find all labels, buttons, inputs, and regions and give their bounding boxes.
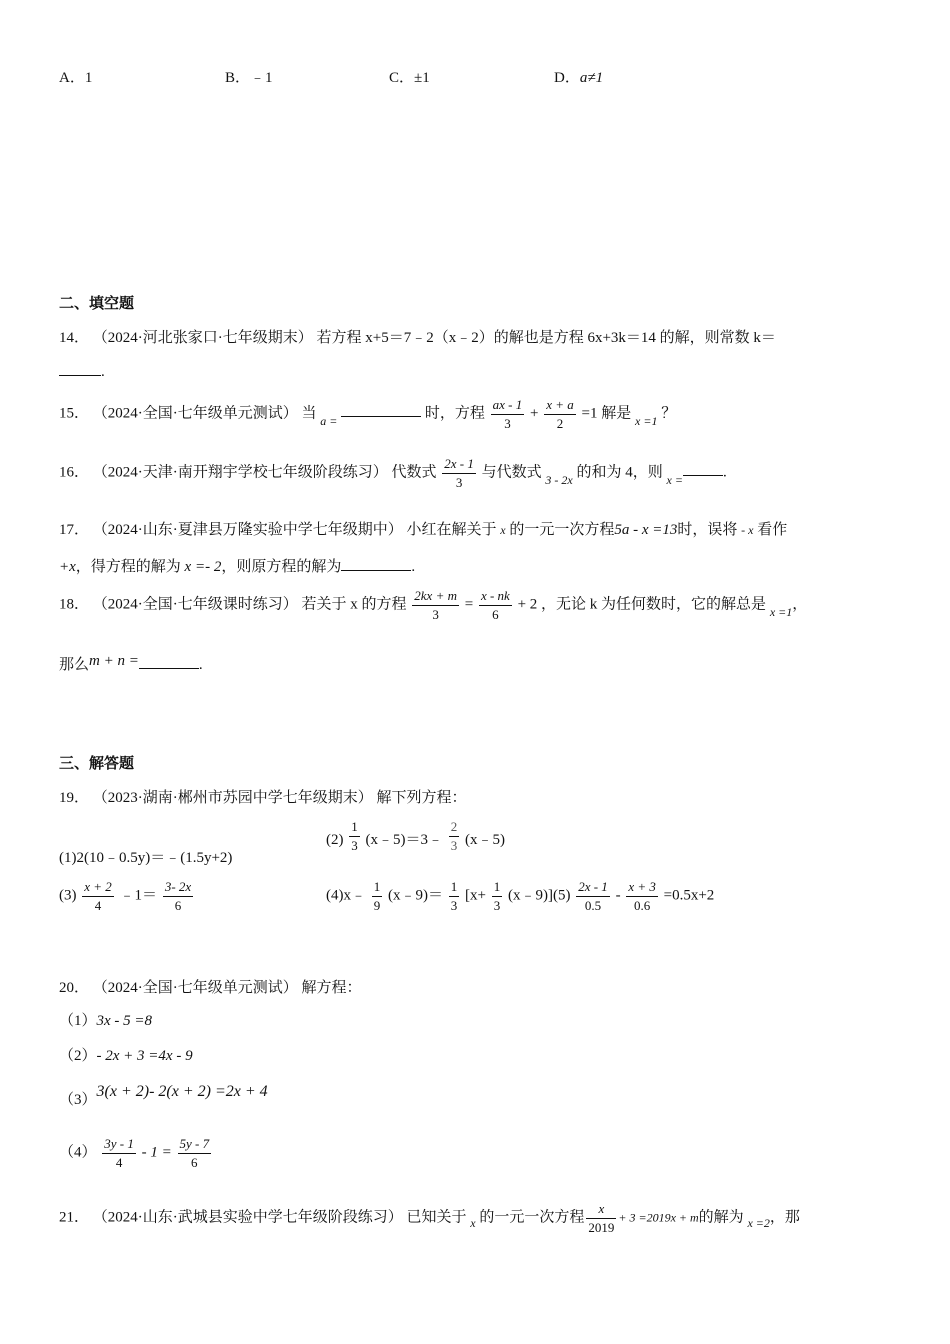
q19-p4-fraction-3: $\frac{1}{3}$ [493, 879, 501, 913]
option-a: A．1 [59, 70, 93, 86]
q17-text-1: 小红在解关于 [406, 522, 497, 538]
q18-text-2: ，无论 k 为任何数时，它的解总是 [541, 596, 767, 613]
question-18 [59, 587, 807, 623]
q19-p3-fraction-2: $\frac{3- 2x}{6}$ [164, 879, 192, 913]
q16-text-2: 与代数式 [481, 464, 542, 481]
question-21 [59, 1200, 800, 1236]
q21-number: 21． [59, 1209, 90, 1226]
q14-source: （2024·河北张家口·七年级期末） [92, 330, 313, 346]
q19-number: 19． [59, 790, 90, 806]
q19-text: 解下列方程： [376, 790, 467, 806]
q17-text-6: ，则原方程的解为 [221, 559, 342, 575]
q15-text-1: 当 [301, 405, 317, 422]
q17-neg-x: - x [741, 523, 754, 537]
q15-fraction-2: $\frac{x + a}{2}$ [546, 397, 574, 431]
q19-part-3: (3) $\frac{x + 2}{4}$ ﹣1＝ $\frac{3- 2x}{6}$ [59, 879, 192, 913]
section-title-solve: 三、解答题 [59, 754, 135, 772]
q20-p4-fraction-2: $\frac{5y - 7}{6}$ [179, 1136, 210, 1170]
q19-p2-fraction-1: $\frac{1}{3}$ [351, 819, 358, 853]
q21-text-4: ，那 [769, 1209, 800, 1226]
q17-source: （2024·山东·夏津县万隆实验中学七年级期中） [92, 522, 403, 538]
answer-blank [341, 415, 421, 417]
q15-source: （2024·全国·七年级单元测试） [92, 405, 298, 422]
q18-solution: x =1 [769, 605, 793, 620]
q15-plus: + [530, 405, 539, 422]
q19-part-2: (2) $\frac{1}{3}$ (x﹣5)＝3﹣ $\frac{2}{3}$ (x﹣5) [326, 819, 505, 853]
option-d [554, 66, 603, 87]
q15-question-mark: ？ [661, 405, 677, 422]
q19-source: （2023·湖南·郴州市苏园中学七年级期末） [92, 790, 373, 806]
question-18-cont [59, 653, 203, 674]
q17-pos-x: +x [59, 559, 76, 575]
q16-fraction: $\frac{2x - 1}{3}$ [444, 456, 474, 490]
q20-p4-fraction-1: $\frac{3y - 1}{4}$ [104, 1136, 134, 1170]
q14-number: 14． [59, 330, 90, 346]
q17-text-2: 的一元一次方程 [509, 522, 615, 538]
question-17 [59, 518, 787, 539]
q14-end: . [101, 364, 105, 380]
q16-text-1: 代数式 [391, 464, 437, 481]
q18-fraction-1: $\frac{2kx + m}{3}$ [414, 588, 457, 622]
q14-text: 若方程 x+5＝7﹣2（x﹣2）的解也是方程 6x+3k＝14 的解，则常数 k＝ [316, 330, 776, 346]
q20-number: 20． [59, 980, 90, 996]
q19-part-4-5: (4)x﹣ $\frac{1}{9}$ (x﹣9)＝ $\frac{1}{3}$ [x+ $\frac{1}{3}$ (x﹣9)](5) $\frac{2x - 1}{0.5}$ - $\frac{x + 3}{0.6}$ =0.5x+2 [326, 879, 715, 913]
option-b: B．﹣1 [225, 70, 273, 86]
q19-p5-fraction-2: $\frac{x + 3}{0.6}$ [628, 879, 656, 913]
q16-var: x = [666, 473, 683, 488]
q18-expr: m + n = [89, 653, 139, 669]
q17-text-5: ，得方程的解为 [75, 559, 181, 575]
answer-blank [341, 569, 411, 571]
q17-number: 17． [59, 522, 90, 538]
q21-text-3: 的解为 [698, 1209, 744, 1226]
q20-part-3: （3）3(x + 2)- 2(x + 2) =2x + 4 [59, 1083, 268, 1108]
q17-text-3: 时，误将 [677, 522, 738, 538]
q16-end: . [722, 464, 727, 481]
answer-blank [59, 374, 101, 376]
q15-text-3: 解是 [601, 405, 632, 422]
q18-plus-2: + 2 [517, 596, 538, 613]
q18-end: . [198, 657, 203, 673]
q19-part-1: (1)2(10﹣0.5y)＝﹣(1.5y+2) [59, 850, 233, 866]
q20-part-4: （4） $\frac{3y - 1}{4}$ - 1 = $\frac{5y - 7}{6}$ [59, 1136, 210, 1170]
q20-part-1: （1）3x - 5 =8 [59, 1013, 153, 1029]
q18-comma: ， [792, 596, 808, 613]
question-14 [59, 326, 776, 347]
q21-text-2: 的一元一次方程 [479, 1209, 585, 1226]
q15-solution: x =1 [635, 414, 658, 429]
question-20 [59, 976, 362, 997]
q17-text-4: 看作 [757, 522, 788, 538]
q21-source: （2024·山东·武城县实验中学七年级阶段练习） [92, 1209, 403, 1226]
answer-blank [139, 667, 199, 669]
q21-fraction: $\frac{x}{2019}$ [588, 1201, 615, 1235]
q18-source: （2024·全国·七年级课时练习） [92, 596, 298, 613]
section-title-fill-blank: 二、填空题 [59, 294, 135, 312]
q21-solution: x =2 [747, 1216, 770, 1231]
question-15 [59, 396, 676, 432]
q20-source: （2024·全国·七年级单元测试） [92, 980, 298, 996]
question-19 [59, 786, 467, 807]
q21-equation: + 3 =2019x + m [618, 1210, 699, 1225]
q16-expr: 3 - 2x [545, 473, 573, 488]
q19-p3-fraction-1: $\frac{x + 2}{4}$ [84, 879, 112, 913]
q17-equation: 5a - x =13 [614, 522, 678, 538]
answer-blank [683, 474, 723, 476]
q18-fraction-2: $\frac{x - nk}{6}$ [480, 588, 510, 622]
q18-text-1: 若关于 x 的方程 [301, 596, 407, 613]
q19-p2-fraction-2: $\frac{2}{3}$ [450, 819, 458, 853]
q16-number: 16． [59, 464, 90, 481]
q17-var-x: x [500, 523, 506, 537]
q15-fraction-1: $\frac{ax - 1}{3}$ [492, 397, 523, 431]
q20-part-2: （2）- 2x + 3 =4x - 9 [59, 1048, 193, 1064]
question-16 [59, 455, 727, 491]
question-17-cont [59, 555, 415, 576]
q14-answer-line [59, 364, 105, 381]
q18-number: 18． [59, 596, 90, 613]
option-c: C．±1 [389, 70, 430, 86]
q18-text-3: 那么 [59, 657, 90, 673]
q19-p4-fraction-2: $\frac{1}{3}$ [450, 879, 458, 913]
q16-text-3: 的和为 4，则 [576, 464, 663, 481]
q15-var-a: a = [320, 414, 338, 429]
q17-solution: x =- 2 [184, 559, 222, 575]
q15-number: 15． [59, 405, 90, 422]
q21-var-x: x [470, 1216, 476, 1231]
q20-text: 解方程： [301, 980, 362, 996]
q15-eq: =1 [581, 405, 598, 422]
q19-p4-fraction-1: $\frac{1}{9}$ [373, 879, 381, 913]
option-d-value: a≠1 [579, 70, 604, 86]
q17-end: . [411, 559, 416, 575]
q21-text-1: 已知关于 [406, 1209, 467, 1226]
q16-source: （2024·天津·南开翔宇学校七年级阶段练习） [92, 464, 388, 481]
q15-text-2: 时，方程 [424, 405, 485, 422]
option-d-label: D． [554, 70, 580, 86]
q19-p5-fraction-1: $\frac{2x - 1}{0.5}$ [578, 879, 608, 913]
q18-eq: = [464, 596, 474, 613]
